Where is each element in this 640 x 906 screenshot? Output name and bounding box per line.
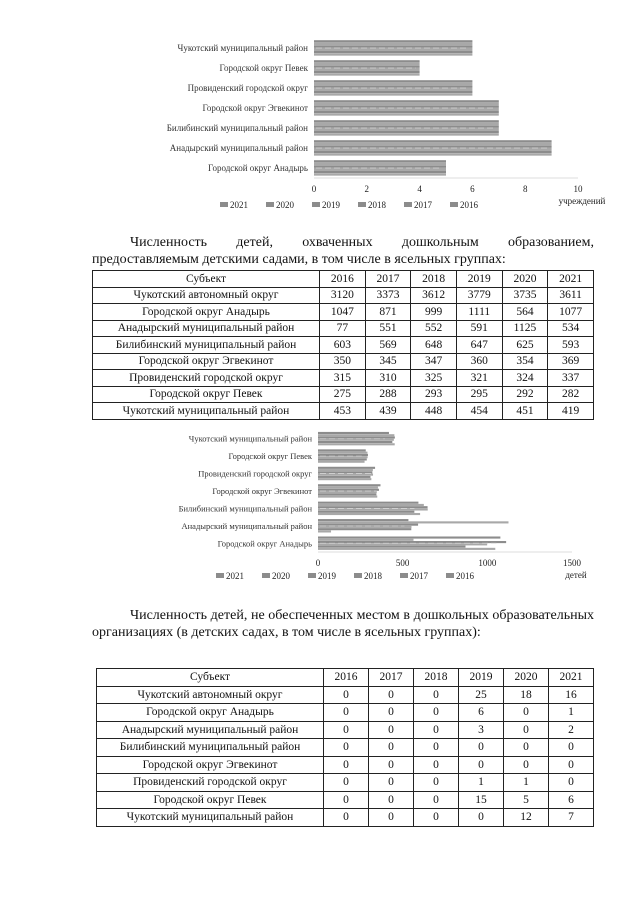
unserved-table-cell-value: 0 — [414, 791, 459, 809]
bar-2017 — [314, 111, 499, 113]
bar-2016 — [318, 548, 495, 550]
legend-entry: 2017 — [410, 571, 428, 581]
institutions-bar-chart — [96, 28, 616, 214]
bar-2016 — [318, 496, 377, 498]
bar-2019 — [314, 105, 499, 107]
bar-2016 — [314, 113, 499, 115]
unserved-table-cell-value: 1 — [504, 774, 549, 792]
unserved-table-cell-value: 0 — [549, 739, 594, 757]
legend-entry: 2018 — [364, 571, 382, 581]
unserved-table-cell-value: 0 — [414, 721, 459, 739]
unserved-table-row — [97, 704, 594, 722]
bar-2021 — [314, 80, 472, 82]
bar-2021 — [318, 467, 375, 469]
unserved-table-cell-value: 0 — [414, 774, 459, 792]
legend-swatch — [404, 202, 412, 207]
unserved-table-cell-value: 0 — [324, 721, 369, 739]
bar-2019 — [318, 436, 395, 438]
category-label: Чукотский муниципальный район — [188, 433, 312, 444]
enrollment-table-cell-value: 3373 — [365, 287, 411, 304]
enrollment-table-cell-value: 454 — [456, 403, 502, 420]
enrollment-table-cell-value: 3779 — [456, 287, 502, 304]
enrollment-table-cell-value: 871 — [365, 304, 411, 321]
bar-2016 — [314, 53, 472, 55]
unserved-table-header-year: 2016 — [324, 669, 369, 687]
enrollment-table-row — [93, 386, 594, 403]
enrollment-table-cell-value: 275 — [320, 386, 366, 403]
legend-entry: 2020 — [272, 571, 290, 581]
category-label: Анадырский муниципальный район — [181, 520, 312, 531]
unserved-table-cell-value: 0 — [504, 704, 549, 722]
bar-2021 — [314, 100, 499, 102]
legend-swatch — [216, 573, 224, 578]
legend-entry: 2017 — [414, 200, 432, 210]
bar-2019 — [318, 489, 379, 491]
enrollment-table-cell-value: 1047 — [320, 304, 366, 321]
legend-swatch — [220, 202, 228, 207]
bar-2020 — [318, 469, 373, 471]
legend-swatch — [354, 573, 362, 578]
enrollment-table-cell-subject: Городской округ Певек — [93, 386, 320, 403]
x-tick-label: 6 — [470, 184, 475, 194]
enrollment-table-cell-value: 369 — [548, 353, 594, 370]
unserved-table-cell-value: 12 — [504, 809, 549, 827]
bar-2020 — [318, 486, 378, 488]
legend-entry: 2020 — [276, 200, 294, 210]
bar-2021 — [318, 484, 380, 486]
enrollment-table-cell-subject: Городской округ Эгвекинот — [93, 353, 320, 370]
legend-swatch — [400, 573, 408, 578]
unserved-table-cell-subject: Билибинский муниципальный район — [97, 739, 324, 757]
enrollment-table-cell-value: 345 — [365, 353, 411, 370]
bar-2016 — [314, 153, 552, 155]
unserved-table-header-year: 2021 — [549, 669, 594, 687]
unserved-table-cell-value: 15 — [459, 791, 504, 809]
unserved-table-cell-value: 0 — [369, 756, 414, 774]
children-chart — [96, 428, 616, 589]
unserved-table-cell-value: 0 — [324, 739, 369, 757]
enrollment-table-header-subject: Субъект — [93, 271, 320, 288]
enrollment-table-header — [93, 271, 594, 288]
enrollment-paragraph: Численность детей, охваченных дошкольным образованием, предоставляемым детскими садами, в том числе в ясельных группах: — [92, 235, 594, 267]
category-label: Билибинский муниципальный район — [178, 503, 312, 514]
category-label: Билибинский муниципальный район — [166, 123, 308, 133]
enrollment-table-cell-value: 315 — [320, 370, 366, 387]
institutions-chart — [96, 28, 616, 219]
enrollment-table-cell-subject: Чукотский муниципальный район — [93, 403, 320, 420]
enrollment-table-cell-value: 648 — [411, 337, 457, 354]
enrollment-table-cell-value: 360 — [456, 353, 502, 370]
unserved-table-cell-subject: Городской округ Эгвекинот — [97, 756, 324, 774]
unserved-table-cell-value: 0 — [414, 704, 459, 722]
category-label: Анадырский муниципальный район — [169, 143, 308, 153]
unserved-table-cell-value: 0 — [324, 774, 369, 792]
unserved-table-row — [97, 739, 594, 757]
legend-entry: 2019 — [322, 200, 340, 210]
unserved-table-cell-value: 0 — [324, 704, 369, 722]
unserved-table-cell-value: 0 — [324, 791, 369, 809]
enrollment-table-cell-value: 564 — [502, 304, 548, 321]
bar-2017 — [314, 51, 472, 53]
unserved-table-body — [97, 686, 594, 826]
unserved-table-cell-value: 0 — [369, 739, 414, 757]
x-tick-label: 500 — [395, 558, 410, 568]
unserved-table-header-year: 2018 — [414, 669, 459, 687]
bar-2021 — [318, 449, 366, 451]
unserved-table-cell-value: 1 — [549, 704, 594, 722]
unserved-table-cell-value: 0 — [504, 739, 549, 757]
unserved-table-cell-value: 5 — [504, 791, 549, 809]
legend-entry: 2016 — [456, 571, 474, 581]
bar-2020 — [318, 521, 509, 523]
enrollment-table-cell-value: 593 — [548, 337, 594, 354]
unserved-table-header-subject: Субъект — [97, 669, 324, 687]
unserved-table — [96, 668, 594, 827]
bar-2020 — [314, 103, 499, 105]
bar-2016 — [318, 513, 420, 515]
bar-2016 — [314, 173, 446, 175]
enrollment-table-cell-value: 551 — [365, 320, 411, 337]
enrollment-table-cell-value: 77 — [320, 320, 366, 337]
enrollment-table-header-year: 2016 — [320, 271, 366, 288]
unserved-table-header-year: 2019 — [459, 669, 504, 687]
unserved-table-cell-value: 3 — [459, 721, 504, 739]
unserved-table-cell-subject: Анадырский муниципальный район — [97, 721, 324, 739]
bar-2021 — [318, 519, 408, 521]
unserved-table-row — [97, 756, 594, 774]
enrollment-table-cell-value: 324 — [502, 370, 548, 387]
bar-2021 — [318, 502, 418, 504]
enrollment-table-cell-subject: Билибинский муниципальный район — [93, 337, 320, 354]
bar-2019 — [314, 165, 446, 167]
bar-2021 — [314, 60, 420, 62]
bar-2017 — [318, 493, 376, 495]
enrollment-table-header-row — [93, 271, 594, 288]
bar-2017 — [318, 476, 370, 478]
enrollment-table-row — [93, 287, 594, 304]
bar-2020 — [314, 163, 446, 165]
enrollment-table-cell-value: 453 — [320, 403, 366, 420]
x-tick-label: 0 — [311, 184, 317, 194]
legend-swatch — [358, 202, 366, 207]
bar-2019 — [314, 45, 472, 47]
unserved-table-cell-subject: Провиденский городской округ — [97, 774, 324, 792]
unserved-table-row — [97, 774, 594, 792]
bar-2020 — [318, 434, 394, 436]
enrollment-table-cell-value: 448 — [411, 403, 457, 420]
unserved-table-cell-value: 0 — [414, 756, 459, 774]
category-label: Городской округ Певек — [219, 63, 308, 73]
bar-2020 — [318, 539, 414, 541]
bar-2019 — [318, 506, 428, 508]
enrollment-table-cell-subject: Чукотский автономный округ — [93, 287, 320, 304]
bar-2021 — [314, 160, 446, 162]
legend-swatch — [266, 202, 274, 207]
enrollment-table-cell-value: 1111 — [456, 304, 502, 321]
enrollment-table-cell-value: 552 — [411, 320, 457, 337]
bar-2017 — [314, 71, 420, 73]
unserved-table-cell-value: 0 — [369, 791, 414, 809]
bar-2019 — [318, 541, 506, 543]
bar-2016 — [318, 530, 331, 532]
unserved-table-header — [97, 669, 594, 687]
legend-entry: 2021 — [226, 571, 244, 581]
category-label: Городской округ Анадырь — [208, 163, 308, 173]
bar-2019 — [318, 454, 368, 456]
category-label: Городской округ Анадырь — [217, 538, 312, 549]
x-tick-label: 4 — [417, 184, 422, 194]
enrollment-table-cell-value: 625 — [502, 337, 548, 354]
unserved-table-cell-value: 16 — [549, 686, 594, 704]
legend-swatch — [446, 573, 454, 578]
bar-2016 — [318, 461, 365, 463]
children-bar-chart — [96, 428, 616, 584]
bar-2019 — [314, 65, 420, 67]
enrollment-table-header-year: 2018 — [411, 271, 457, 288]
unserved-table-cell-value: 0 — [504, 721, 549, 739]
unserved-table-cell-value: 0 — [549, 756, 594, 774]
x-tick-label: 10 — [573, 184, 583, 194]
enrollment-table-cell-value: 451 — [502, 403, 548, 420]
unserved-table-cell-value: 6 — [459, 704, 504, 722]
bar-2016 — [318, 478, 371, 480]
bar-2019 — [314, 145, 552, 147]
enrollment-table-cell-value: 321 — [456, 370, 502, 387]
bar-2021 — [318, 536, 500, 538]
enrollment-table-cell-value: 354 — [502, 353, 548, 370]
bar-2020 — [318, 452, 367, 454]
unserved-table-cell-subject: Городской округ Анадырь — [97, 704, 324, 722]
category-label: Чукотский муниципальный район — [177, 43, 308, 53]
enrollment-table-cell-value: 591 — [456, 320, 502, 337]
enrollment-table-header-year: 2021 — [548, 271, 594, 288]
enrollment-table-header-year: 2020 — [502, 271, 548, 288]
unserved-table-cell-subject: Чукотский муниципальный район — [97, 809, 324, 827]
enrollment-table-cell-value: 325 — [411, 370, 457, 387]
bar-2017 — [314, 131, 499, 133]
bar-2021 — [318, 432, 389, 434]
category-label: Городской округ Певек — [228, 451, 312, 462]
enrollment-table-cell-value: 647 — [456, 337, 502, 354]
enrollment-table-cell-value: 310 — [365, 370, 411, 387]
unserved-table-cell-value: 0 — [414, 686, 459, 704]
enrollment-table-cell-value: 999 — [411, 304, 457, 321]
bar-2017 — [318, 511, 414, 513]
unserved-table-cell-value: 0 — [549, 774, 594, 792]
legend-entry: 2018 — [368, 200, 386, 210]
enrollment-table-cell-value: 3120 — [320, 287, 366, 304]
unserved-table-row — [97, 721, 594, 739]
unserved-table-cell-value: 0 — [324, 686, 369, 704]
bar-2020 — [314, 83, 472, 85]
bar-2016 — [314, 93, 472, 95]
enrollment-table-cell-value: 347 — [411, 353, 457, 370]
enrollment-table-cell-value: 3735 — [502, 287, 548, 304]
enrollment-table-row — [93, 353, 594, 370]
enrollment-table-cell-value: 288 — [365, 386, 411, 403]
legend-entry: 2021 — [230, 200, 248, 210]
bar-2020 — [314, 43, 472, 45]
legend-swatch — [450, 202, 458, 207]
bar-2017 — [318, 528, 411, 530]
enrollment-table-cell-value: 295 — [456, 386, 502, 403]
unserved-table-cell-value: 2 — [549, 721, 594, 739]
unserved-table-cell-value: 0 — [504, 756, 549, 774]
enrollment-table-row — [93, 403, 594, 420]
bar-2016 — [318, 443, 395, 445]
x-tick-label: 1000 — [478, 558, 497, 568]
bar-2017 — [314, 171, 446, 173]
bar-2019 — [314, 125, 499, 127]
enrollment-table-cell-value: 569 — [365, 337, 411, 354]
x-axis-label: детей — [565, 570, 587, 580]
unserved-paragraph: Численность детей, не обеспеченных местом в дошкольных образовательных организациях (в детских садах, в том числе в ясельных группах): — [92, 608, 594, 640]
enrollment-table-header-year: 2017 — [365, 271, 411, 288]
unserved-table-cell-value: 0 — [459, 809, 504, 827]
legend-swatch — [312, 202, 320, 207]
bar-2021 — [314, 140, 552, 142]
unserved-table-row — [97, 809, 594, 827]
unserved-table-cell-value: 0 — [459, 756, 504, 774]
legend-entry: 2016 — [460, 200, 478, 210]
unserved-table-cell-value: 0 — [369, 774, 414, 792]
enrollment-table-cell-value: 439 — [365, 403, 411, 420]
bar-2016 — [314, 73, 420, 75]
enrollment-table-header-year: 2019 — [456, 271, 502, 288]
enrollment-table-cell-value: 1125 — [502, 320, 548, 337]
enrollment-table-cell-subject: Городской округ Анадырь — [93, 304, 320, 321]
unserved-table-header-year: 2020 — [504, 669, 549, 687]
unserved-table-cell-value: 1 — [459, 774, 504, 792]
enrollment-table-cell-value: 3611 — [548, 287, 594, 304]
category-label: Провиденский городской округ — [198, 468, 312, 479]
enrollment-table-row — [93, 337, 594, 354]
bar-2019 — [318, 471, 372, 473]
unserved-table-cell-value: 0 — [459, 739, 504, 757]
unserved-table-cell-value: 6 — [549, 791, 594, 809]
bar-2020 — [314, 143, 552, 145]
bar-2020 — [314, 123, 499, 125]
legend-entry: 2019 — [318, 571, 336, 581]
bar-2017 — [318, 441, 392, 443]
enrollment-table-cell-subject: Провиденский городской округ — [93, 370, 320, 387]
legend-swatch — [308, 573, 316, 578]
unserved-table-cell-value: 0 — [414, 809, 459, 827]
unserved-table-header-year: 2017 — [369, 669, 414, 687]
enrollment-table-cell-value: 337 — [548, 370, 594, 387]
unserved-table-cell-value: 18 — [504, 686, 549, 704]
bar-2017 — [314, 151, 552, 153]
unserved-table-row — [97, 686, 594, 704]
bar-2018 — [318, 474, 373, 476]
enrollment-table-cell-value: 1077 — [548, 304, 594, 321]
bar-2017 — [314, 91, 472, 93]
unserved-table-cell-value: 0 — [369, 686, 414, 704]
unserved-table-cell-value: 25 — [459, 686, 504, 704]
unserved-table-header-row — [97, 669, 594, 687]
enrollment-table-cell-value: 419 — [548, 403, 594, 420]
unserved-table-cell-value: 0 — [369, 704, 414, 722]
unserved-table-cell-subject: Городской округ Певек — [97, 791, 324, 809]
x-tick-label: 1500 — [563, 558, 581, 568]
enrollment-table-cell-value: 350 — [320, 353, 366, 370]
enrollment-table-cell-value: 293 — [411, 386, 457, 403]
unserved-table-row — [97, 791, 594, 809]
bar-2019 — [314, 85, 472, 87]
enrollment-table-cell-value: 603 — [320, 337, 366, 354]
enrollment-table-body — [93, 287, 594, 419]
unserved-table-cell-value: 0 — [324, 809, 369, 827]
unserved-table-cell-value: 7 — [549, 809, 594, 827]
x-tick-label: 0 — [315, 558, 321, 568]
unserved-table-cell-subject: Чукотский автономный округ — [97, 686, 324, 704]
category-label: Городской округ Эгвекинот — [202, 103, 308, 113]
bar-2021 — [314, 120, 499, 122]
bar-2020 — [318, 504, 424, 506]
enrollment-table-row — [93, 320, 594, 337]
enrollment-table-cell-subject: Анадырский муниципальный район — [93, 320, 320, 337]
enrollment-table — [92, 270, 594, 420]
bar-2019 — [318, 524, 418, 526]
bar-2017 — [318, 546, 465, 548]
bar-2020 — [314, 63, 420, 65]
unserved-table-cell-value: 0 — [414, 739, 459, 757]
x-tick-label: 2 — [364, 184, 370, 194]
enrollment-table-cell-value: 292 — [502, 386, 548, 403]
unserved-table-cell-value: 0 — [369, 721, 414, 739]
bar-2016 — [314, 133, 499, 135]
legend-swatch — [262, 573, 270, 578]
enrollment-table-row — [93, 370, 594, 387]
category-label: Провиденский городской округ — [187, 83, 308, 93]
bar-2017 — [318, 458, 367, 460]
bar-2021 — [314, 40, 472, 42]
unserved-table-cell-value: 0 — [369, 809, 414, 827]
enrollment-table-cell-value: 3612 — [411, 287, 457, 304]
category-label: Городской округ Эгвекинот — [212, 486, 312, 496]
x-tick-label: 8 — [522, 184, 528, 194]
enrollment-table-cell-value: 534 — [548, 320, 594, 337]
enrollment-table-cell-value: 282 — [548, 386, 594, 403]
unserved-table-cell-value: 0 — [324, 756, 369, 774]
enrollment-table-row — [93, 304, 594, 321]
x-axis-label: учреждений — [558, 196, 606, 206]
